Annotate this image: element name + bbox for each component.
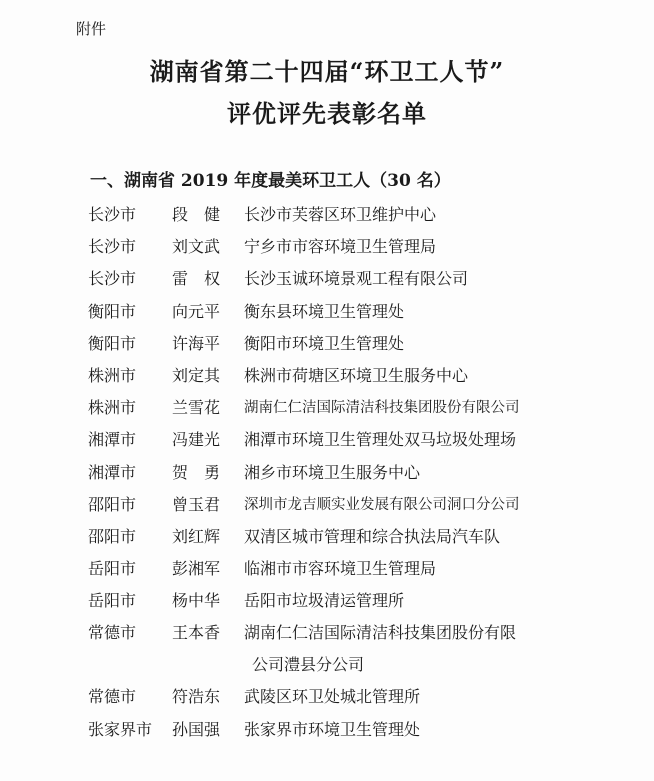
city: 邵阳市 xyxy=(88,526,137,546)
work-unit: 张家界市环境卫生管理处 xyxy=(244,719,421,739)
list-item xyxy=(88,614,648,678)
work-unit: 深圳市龙吉顺实业发展有限公司洞口分公司 xyxy=(244,496,520,513)
city: 长沙市 xyxy=(88,237,137,257)
work-unit: 湘乡市环境卫生服务中心 xyxy=(244,462,421,482)
list-item xyxy=(88,454,648,486)
work-unit: 双清区城市管理和综合执法局汽车队 xyxy=(244,526,501,546)
honoree-list xyxy=(88,196,648,743)
work-unit: 衡阳市环境卫生管理处 xyxy=(244,333,405,353)
document-title-line1: 湖南省第二十四届“环卫工人节” xyxy=(149,57,505,86)
list-item xyxy=(88,421,648,453)
list-item xyxy=(88,325,648,357)
person-name: 贺 勇 xyxy=(172,462,221,482)
city: 长沙市 xyxy=(88,269,137,289)
person-name: 王本香 xyxy=(172,623,221,643)
work-unit: 湖南仁仁洁国际清洁科技集团股份有限 xyxy=(244,623,517,643)
person-name: 许海平 xyxy=(172,333,221,353)
city: 岳阳市 xyxy=(88,559,137,579)
city: 湘潭市 xyxy=(88,462,137,482)
city: 衡阳市 xyxy=(88,301,137,321)
list-item xyxy=(88,228,648,260)
person-name: 曾玉君 xyxy=(172,494,221,514)
person-name: 刘定其 xyxy=(172,365,221,385)
section-heading: 一、湖南省 2019 年度最美环卫工人（30 名） xyxy=(90,171,451,191)
city: 常德市 xyxy=(88,687,137,707)
list-item xyxy=(88,196,648,228)
work-unit: 湖南仁仁洁国际清洁科技集团股份有限公司 xyxy=(244,400,520,417)
city: 衡阳市 xyxy=(88,333,137,353)
person-name: 段 健 xyxy=(172,205,221,224)
person-name: 冯建光 xyxy=(172,430,221,450)
work-unit: 长沙玉诚环境景观工程有限公司 xyxy=(244,269,469,289)
person-name: 符浩东 xyxy=(172,687,221,707)
work-unit: 长沙市芙蓉区环卫维护中心 xyxy=(244,205,437,224)
document-title-line2: 评优评先表彰名单 xyxy=(227,99,427,128)
list-item xyxy=(88,357,648,389)
list-item xyxy=(88,678,648,710)
person-name: 刘文武 xyxy=(172,237,221,257)
list-item xyxy=(88,550,648,582)
city: 湘潭市 xyxy=(88,430,137,450)
work-unit: 湘潭市环境卫生管理处双马垃圾处理场 xyxy=(244,430,517,450)
work-unit: 临湘市市容环境卫生管理局 xyxy=(244,559,437,579)
list-item xyxy=(88,518,648,550)
person-name: 雷 权 xyxy=(172,269,221,289)
work-unit: 株洲市荷塘区环境卫生服务中心 xyxy=(244,365,469,385)
list-item xyxy=(88,293,648,325)
work-unit: 岳阳市垃圾清运管理所 xyxy=(244,591,405,611)
work-unit: 衡东县环境卫生管理处 xyxy=(244,301,405,321)
person-name: 向元平 xyxy=(172,301,221,321)
list-item xyxy=(88,486,648,518)
city: 邵阳市 xyxy=(88,494,137,514)
list-item xyxy=(88,389,648,421)
city: 常德市 xyxy=(88,623,137,643)
city: 长沙市 xyxy=(88,205,137,224)
work-unit: 宁乡市市容环境卫生管理局 xyxy=(244,237,437,257)
list-item xyxy=(88,582,648,614)
city: 张家界市 xyxy=(88,719,153,739)
attachment-label: 附件 xyxy=(76,20,107,38)
person-name: 刘红辉 xyxy=(172,526,221,546)
city: 株洲市 xyxy=(88,365,137,385)
list-item xyxy=(88,711,648,743)
person-name: 杨中华 xyxy=(172,591,221,611)
person-name: 孙国强 xyxy=(172,719,221,739)
person-name: 兰雪花 xyxy=(172,398,221,418)
city: 岳阳市 xyxy=(88,591,137,611)
work-unit-continued: 公司澧县分公司 xyxy=(252,655,365,675)
person-name: 彭湘军 xyxy=(172,559,221,579)
work-unit: 武陵区环卫处城北管理所 xyxy=(244,687,421,707)
city: 株洲市 xyxy=(88,398,137,418)
list-item xyxy=(88,260,648,292)
